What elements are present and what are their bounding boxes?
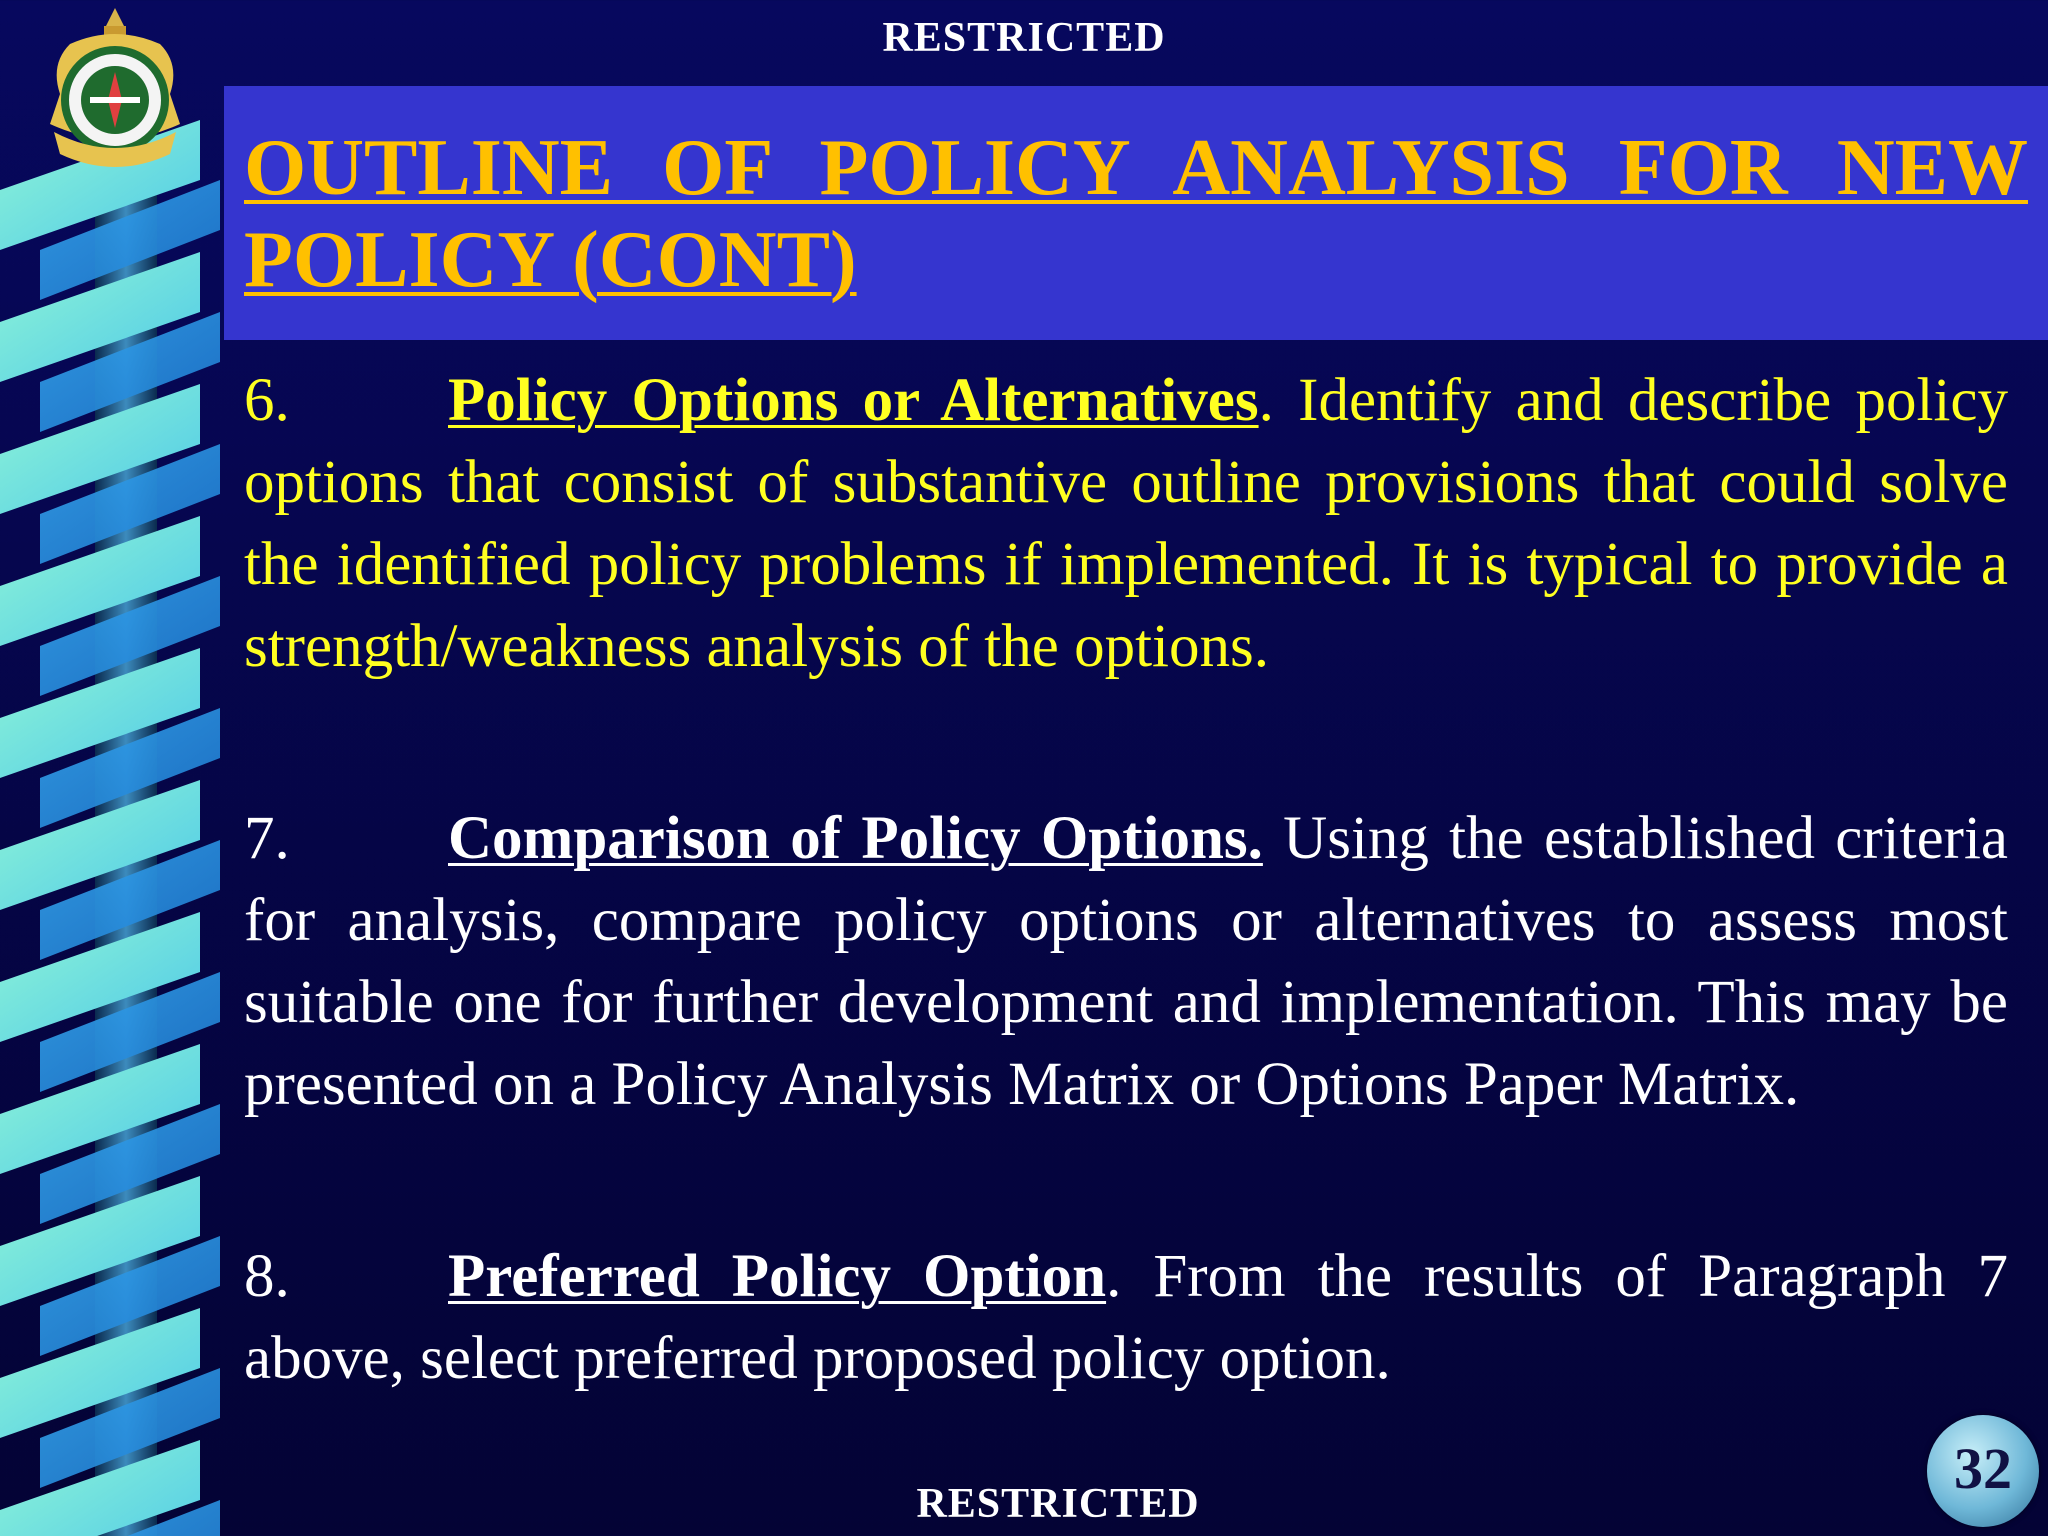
classification-top: RESTRICTED [882, 15, 1166, 61]
paragraph-body: From the results of Paragraph 7 above, select preferred proposed policy option. [244, 1243, 2009, 1392]
slide-title: OUTLINE OF POLICY ANALYSIS FOR NEW POLICY (CONT) [244, 124, 2028, 304]
military-crest-icon [40, 4, 190, 190]
classification-bottom: RESTRICTED [916, 1481, 1200, 1527]
paragraph-heading: Preferred Policy Option [448, 1243, 1107, 1310]
paragraph-body: Identify and describe policy options that consist of substantive outline provisions that could solve the identified policy problems if implemented. It is typical to provide a strength/weakness analysis of the options. [244, 367, 2008, 680]
page-number-badge [1927, 1415, 2039, 1527]
paragraph-8 [244, 1236, 2008, 1400]
paragraph-heading: Comparison of Policy Options. [448, 805, 1263, 872]
paragraph-number: 6. [244, 367, 290, 434]
paragraph-number: 7. [244, 805, 290, 872]
paragraph-6 [244, 360, 2008, 688]
paragraph-number: 8. [244, 1243, 290, 1310]
ribbon-decoration [0, 0, 230, 1536]
paragraph-7 [244, 798, 2008, 1126]
paragraph-heading: Policy Options or Alternatives [448, 367, 1259, 434]
heading-suffix: . [1258, 367, 1274, 434]
page-number: 32 [1954, 1436, 2012, 1501]
paragraph-body: Using the established criteria for analysis, compare policy options or alternatives to assess most suitable one for further development and implementation. This may be presented on a Policy Analysis Matrix or Options Paper Matrix. [244, 805, 2008, 1118]
heading-suffix: . [1106, 1243, 1122, 1310]
